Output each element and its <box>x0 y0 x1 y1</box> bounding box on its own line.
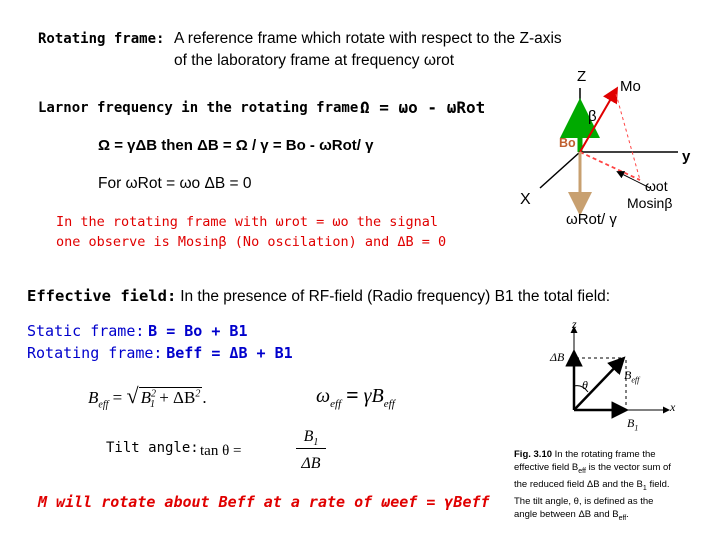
rotation-note: M will rotate about Beff at a rate of ωeef = γBeff <box>38 493 490 511</box>
rotating-frame-field-formula: Beff = ΔB + B1 <box>166 344 293 362</box>
projection-drop-line <box>616 94 640 180</box>
fig-db-label: ΔB <box>550 350 565 364</box>
larmor-formula: Ω = ωo - ωRot <box>360 98 486 117</box>
fig-theta-label: θ <box>582 378 588 392</box>
signal-note-line2: one observe is Mosinβ (No oscilation) and ΔB = 0 <box>56 234 447 250</box>
for-condition: For ωRot = ωo ΔB = 0 <box>98 175 252 192</box>
tilt-denominator: ΔB <box>301 455 321 472</box>
larmor-label: Larnor frequency in the rotating frame: <box>38 100 367 116</box>
rotating-frame-desc-line2: of the laboratory frame at frequency ωrot <box>174 52 455 69</box>
rotating-frame-field-label: Rotating frame: <box>27 344 163 362</box>
rotating-frame-desc-line1: A reference frame which rotate with respect to the Z-axis <box>174 30 562 47</box>
axis-x-label: X <box>520 191 531 208</box>
tilt-label: Tilt angle: <box>106 440 199 456</box>
omega-relation: Ω = γΔB then ΔB = Ω / γ = Bo - ωRot/ γ <box>98 137 374 154</box>
static-frame-line <box>27 322 248 341</box>
beta-label: β <box>588 108 597 125</box>
weff-equation: $\omega_{eff} = \gamma B_{eff}$ <box>316 382 395 410</box>
beff-equation: $B_{eff}$ = √ $B^2_1 + \Delta B^2$ . <box>88 383 207 411</box>
fig-axis-z-label: z <box>572 317 577 331</box>
static-frame-formula: B = Bo + B1 <box>148 322 248 340</box>
tilt-numerator: $B_1$ <box>296 428 326 449</box>
rotating-frame-field-line <box>27 344 293 363</box>
fig-b1-label: $B_1$ <box>627 416 639 433</box>
fig-axis-x-label: x <box>670 400 676 414</box>
caption-fig-number: Fig. 3.10 <box>514 449 553 460</box>
projection-line <box>580 152 640 180</box>
effective-field-line <box>27 287 610 306</box>
static-frame-label: Static frame: <box>27 322 145 340</box>
effective-field-text: In the presence of RF-field (Radio frequency) B1 the total field: <box>180 288 611 305</box>
mosin-beta-label: Mosinβ <box>627 195 673 211</box>
wrot-gamma-label: ωRot/ γ <box>566 211 617 228</box>
fig-beff-label: $B_{eff}$ <box>624 368 640 385</box>
wot-label: ωot <box>645 178 668 194</box>
signal-note-line1: In the rotating frame with ωrot = ωo the signal <box>56 214 439 230</box>
axis-z-label: Z <box>577 68 587 85</box>
x-axis <box>540 152 580 188</box>
figure-caption: Fig. 3.10 In the rotating frame the effective field $B_{eff}$ is the vector sum of the reduced field ΔB and the $B_1$ field. The tilt angle, θ, is defined as the angle between ΔB and $B_{eff}$. <box>514 449 671 522</box>
mo-label: Mo <box>620 78 641 95</box>
effective-field-label: Effective field: <box>27 287 177 305</box>
axis-y-label: y <box>682 148 691 165</box>
m-arrow <box>580 90 616 152</box>
bo-label: Bo <box>559 136 576 150</box>
rotating-frame-label: Rotating frame: <box>38 31 165 47</box>
tilt-lhs: tan θ = <box>200 443 242 459</box>
